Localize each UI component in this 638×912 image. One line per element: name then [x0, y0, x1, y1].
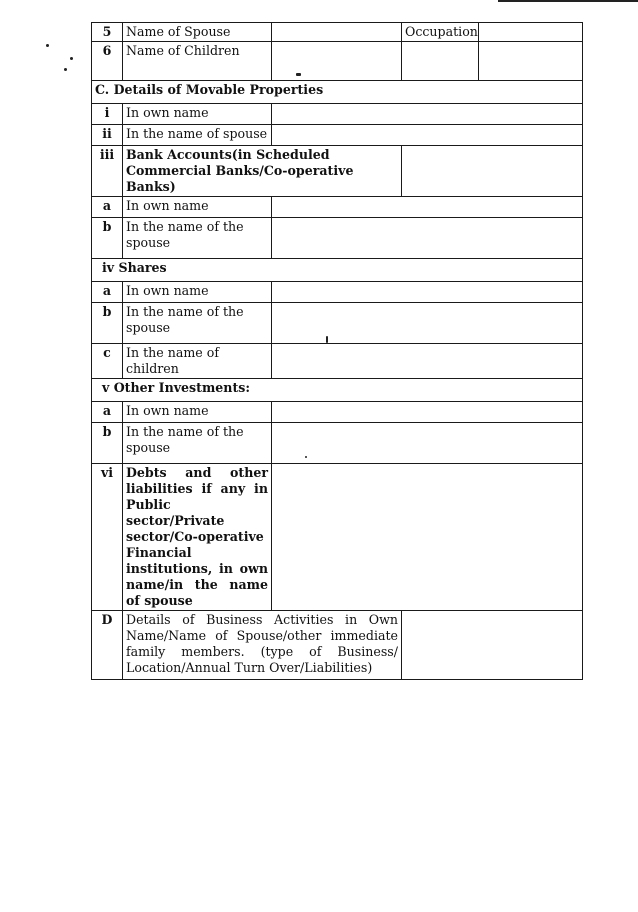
- table-row: [92, 146, 583, 197]
- occupation-label: Occupation: [402, 23, 479, 42]
- business-activities-field[interactable]: [402, 611, 583, 680]
- shares-children-label: In the name of children: [123, 344, 272, 379]
- row-number: a: [92, 402, 123, 423]
- other-own-name-field[interactable]: [272, 402, 583, 423]
- row-number: D: [92, 611, 123, 680]
- table-row: [92, 344, 583, 379]
- row-number: b: [92, 423, 123, 464]
- bank-accounts-heading: Bank Accounts(in Scheduled Commercial Banks/Co-operative Banks): [123, 146, 402, 197]
- shares-spouse-field[interactable]: [272, 303, 583, 344]
- spouse-property-field[interactable]: [272, 125, 583, 146]
- table-row: [92, 464, 583, 611]
- scan-speck: [64, 68, 67, 71]
- occupation-field[interactable]: [479, 23, 583, 42]
- bank-spouse-label: In the name of the spouse: [123, 218, 272, 259]
- children-field-2[interactable]: [402, 42, 479, 81]
- table-row: [92, 259, 583, 282]
- children-field-3[interactable]: [479, 42, 583, 81]
- row-number: a: [92, 197, 123, 218]
- scan-speck: [46, 44, 49, 47]
- own-name-field[interactable]: [272, 104, 583, 125]
- children-field[interactable]: [272, 42, 402, 81]
- debts-field[interactable]: [272, 464, 583, 611]
- other-spouse-field[interactable]: [272, 423, 583, 464]
- business-activities-label: Details of Business Activities in Own Name/Name of Spouse/other immediate family members. (type of Business/ Location/Annual Turn Over/Liabilities): [123, 611, 402, 680]
- spouse-name-field[interactable]: [272, 23, 402, 42]
- scan-speck: [70, 57, 73, 60]
- row-number: iii: [92, 146, 123, 197]
- row-number: a: [92, 282, 123, 303]
- other-spouse-label: In the name of the spouse: [123, 423, 272, 464]
- bank-spouse-field[interactable]: [272, 218, 583, 259]
- own-name-label: In own name: [123, 104, 272, 125]
- row-number: b: [92, 303, 123, 344]
- bank-own-name-field[interactable]: [272, 197, 583, 218]
- shares-own-name-label: In own name: [123, 282, 272, 303]
- table-row: [92, 423, 583, 464]
- debts-label: Debts and other liabilities if any in Public sector/Private sector/Co-operative Financial institutions, in own name/in the name of spouse: [123, 464, 272, 611]
- shares-spouse-label: In the name of the spouse: [123, 303, 272, 344]
- row-number: 5: [92, 23, 123, 42]
- table-row: [92, 402, 583, 423]
- table-row: [92, 197, 583, 218]
- table-row: [92, 379, 583, 402]
- row-number: i: [92, 104, 123, 125]
- shares-children-field[interactable]: [272, 344, 583, 379]
- row-number: b: [92, 218, 123, 259]
- table-row: [92, 303, 583, 344]
- spouse-property-label: In the name of spouse: [123, 125, 272, 146]
- table-row: [92, 81, 583, 104]
- row-number: vi: [92, 464, 123, 611]
- bank-accounts-field[interactable]: [402, 146, 583, 197]
- top-edge-line: [498, 0, 638, 2]
- shares-heading: iv Shares: [92, 259, 583, 282]
- other-investments-heading: v Other Investments:: [92, 379, 583, 402]
- table-row: [92, 42, 583, 81]
- shares-own-name-field[interactable]: [272, 282, 583, 303]
- bank-own-name-label: In own name: [123, 197, 272, 218]
- table-row: [92, 125, 583, 146]
- declaration-table: [91, 22, 583, 680]
- section-c-heading: C. Details of Movable Properties: [92, 81, 583, 104]
- row-number: ii: [92, 125, 123, 146]
- row-number: c: [92, 344, 123, 379]
- other-own-name-label: In own name: [123, 402, 272, 423]
- table-row: [92, 104, 583, 125]
- row-number: 6: [92, 42, 123, 81]
- table-row: [92, 282, 583, 303]
- table-row: [92, 611, 583, 680]
- children-label: Name of Children: [123, 42, 272, 81]
- spouse-name-label: Name of Spouse: [123, 23, 272, 42]
- table-row: [92, 23, 583, 42]
- table-row: [92, 218, 583, 259]
